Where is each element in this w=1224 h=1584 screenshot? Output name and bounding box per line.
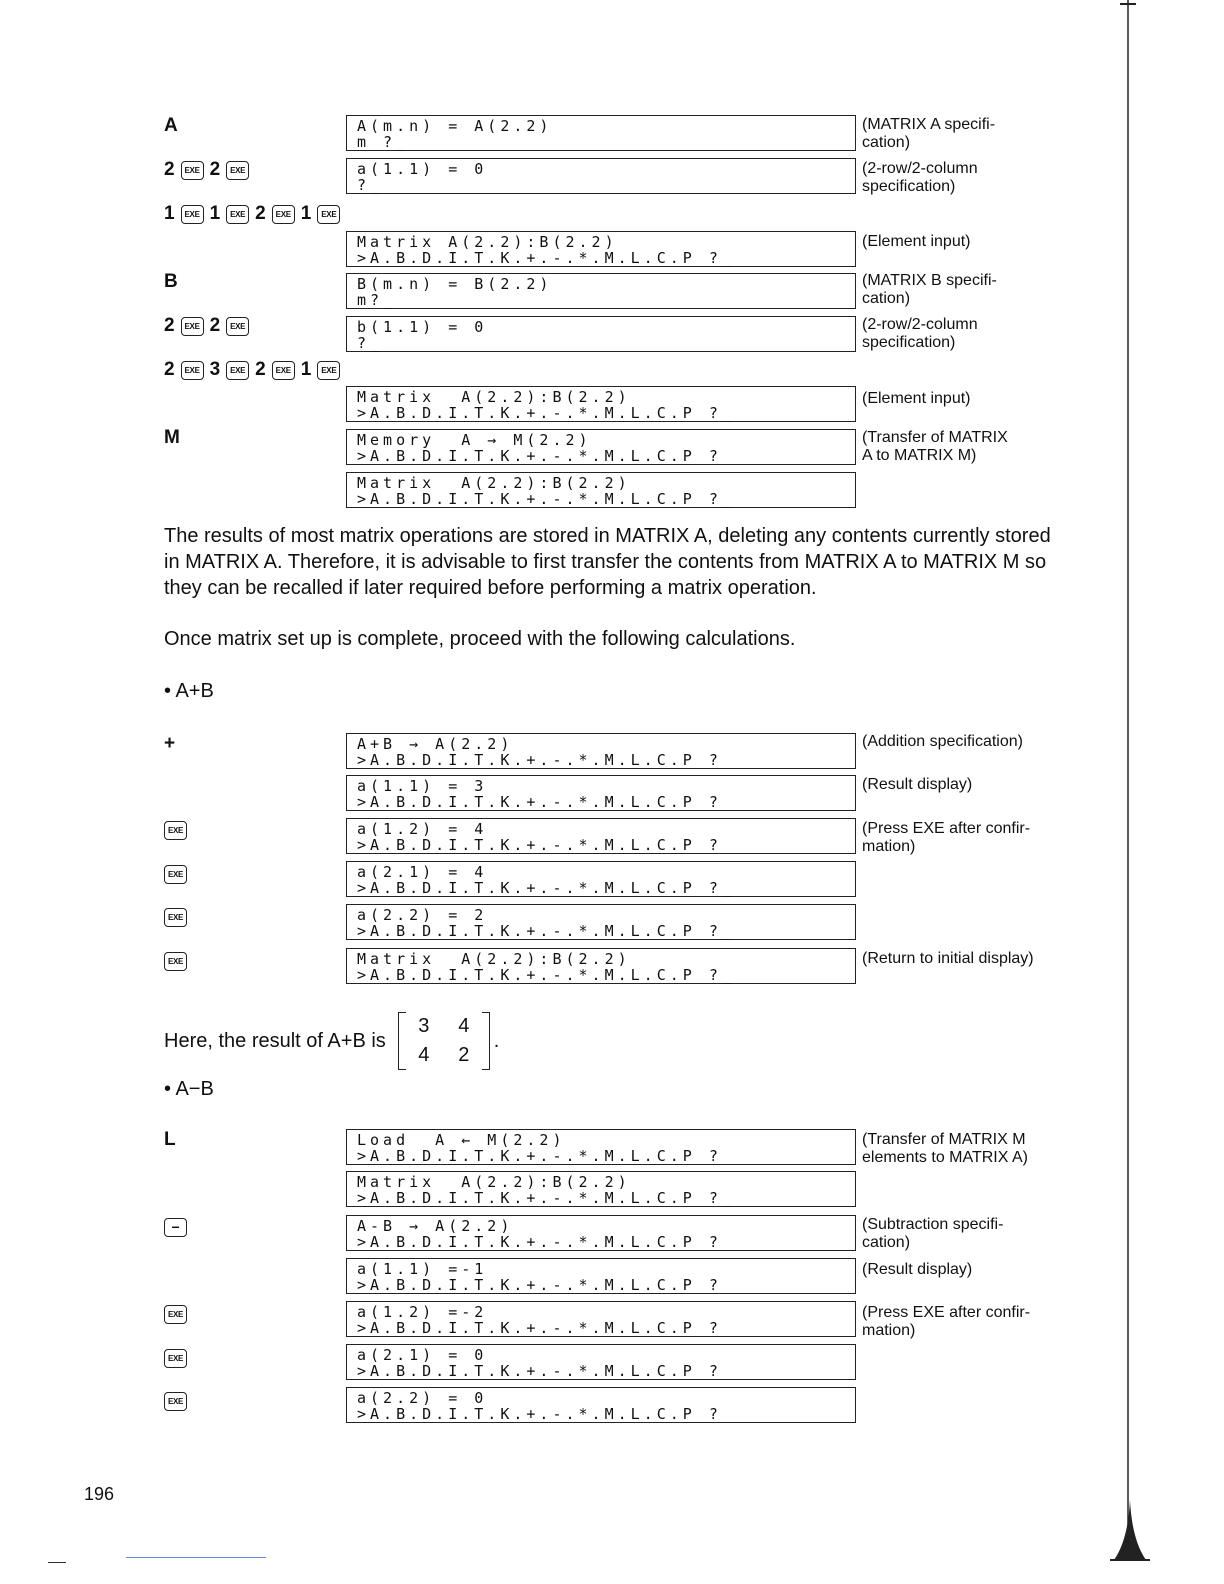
lcd-display <box>346 1387 856 1423</box>
lcd-line-1: A+B → A(2.2) <box>357 735 514 753</box>
key-sequence-2-2: 2 EXE 2 EXE <box>164 158 255 182</box>
lcd-line-1: Matrix A(2.2):B(2.2) <box>357 950 631 968</box>
lcd-line-2: >A.B.D.I.T.K.+.-.*.M.L.C.P ?_ <box>357 1189 735 1207</box>
exe-key <box>164 949 193 973</box>
exe-key <box>164 1346 193 1370</box>
lcd-line-1: a(1.2) = 4 <box>357 820 488 838</box>
exe-key-icon: EXE <box>181 361 204 380</box>
exe-key-icon: EXE <box>181 161 204 180</box>
result-matrix <box>398 1012 490 1070</box>
lcd-display <box>346 1171 856 1207</box>
lcd-line-1: Memory A → M(2.2) <box>357 431 592 449</box>
lcd-line-2: >A.B.D.I.T.K.+.-.*.M.L.C.P ?_ <box>357 922 735 940</box>
lcd-line-2: ?_ <box>357 176 384 194</box>
display-note: (2-row/2-column specification) <box>862 160 978 195</box>
key-label-a: A <box>164 115 178 136</box>
page-number: 196 <box>84 1484 115 1504</box>
lcd-line-1: A(m.n) = A(2.2) <box>357 117 553 135</box>
result-text: Here, the result of A+B is <box>164 1029 386 1052</box>
subtraction-heading: • A−B <box>164 1078 214 1100</box>
exe-key-icon: EXE <box>317 205 340 224</box>
key-sequence-1-1-2-1: 1 EXE 1 EXE 2 EXE 1 EXE <box>164 202 346 226</box>
lcd-display <box>346 386 856 422</box>
lcd-display <box>346 231 856 267</box>
lcd-display <box>346 1258 856 1294</box>
key-label-b: B <box>164 271 178 292</box>
display-note: (Element input) <box>862 233 971 250</box>
lcd-line-1: a(2.2) = 2 <box>357 906 488 924</box>
footer-rule <box>126 1557 266 1558</box>
lcd-line-1: a(2.1) = 4 <box>357 863 488 881</box>
display-note: (Press EXE after confir- mation) <box>862 820 1031 855</box>
l-key: L <box>164 1129 176 1150</box>
display-note: (Addition specification) <box>862 733 1023 750</box>
setup-complete-paragraph: Once matrix set up is complete, proceed with the following calculations. <box>164 628 796 650</box>
lcd-line-2: >A.B.D.I.T.K.+.-.*.M.L.C.P ? <box>357 1233 722 1251</box>
exe-key-icon: EXE <box>226 205 249 224</box>
explanation-paragraph: The results of most matrix operations are stored in MATRIX A, deleting any contents currently stored in MATRIX A. Therefore, it is advisable to first transfer the contents from MATRIX A to MATRIX M so they can be recalled if later required before performing a matrix operation. <box>164 525 1051 599</box>
lcd-display <box>346 775 856 811</box>
exe-key-icon: EXE <box>272 361 295 380</box>
exe-key-icon: EXE <box>164 1305 187 1324</box>
exe-key-icon: EXE <box>226 361 249 380</box>
display-note: (Subtraction specifi- cation) <box>862 1216 1004 1251</box>
display-note: (2-row/2-column specification) <box>862 316 978 351</box>
lcd-display <box>346 1215 856 1251</box>
lcd-display <box>346 115 856 151</box>
lcd-display <box>346 158 856 194</box>
matrix-cell: 3 <box>418 1015 430 1037</box>
lcd-line-1: a(1.2) =-2 <box>357 1303 488 1321</box>
key-sequence-2-3-2-1: 2 EXE 3 EXE 2 EXE 1 EXE <box>164 358 346 382</box>
lcd-display <box>346 1301 856 1337</box>
exe-key <box>164 905 193 929</box>
result-end: . <box>493 1029 500 1052</box>
exe-key <box>164 818 193 842</box>
matrix-cell: 4 <box>458 1015 470 1037</box>
lcd-line-2: >A.B.D.I.T.K.+.-.*.M.L.C.P ?_ <box>357 249 735 267</box>
lcd-line-1: Matrix A(2.2):B(2.2) <box>357 474 631 492</box>
matrix-cell: 4 <box>418 1044 430 1066</box>
minus-key <box>164 1215 193 1239</box>
plus-key: + <box>164 733 176 754</box>
lcd-line-2: >A.B.D.I.T.K.+.-.*.M.L.C.P ? <box>357 1147 722 1165</box>
exe-key-icon: EXE <box>317 361 340 380</box>
lcd-line-2: >A.B.D.I.T.K.+.-.*.M.L.C.P ? <box>357 447 722 465</box>
lcd-display <box>346 1129 856 1165</box>
exe-key-icon: EXE <box>226 317 249 336</box>
page-binding-edge <box>1110 0 1150 1584</box>
display-note: (Press EXE after confir- mation) <box>862 1304 1031 1339</box>
lcd-line-2: >A.B.D.I.T.K.+.-.*.M.L.C.P ? <box>357 1405 722 1423</box>
lcd-line-2: >A.B.D.I.T.K.+.-.*.M.L.C.P ?_ <box>357 966 735 984</box>
lcd-line-2: ?_ <box>357 334 384 352</box>
lcd-display <box>346 948 856 984</box>
lcd-line-2: >A.B.D.I.T.K.+.-.*.M.L.C.P ? <box>357 1276 722 1294</box>
lcd-line-1: B(m.n) = B(2.2) <box>357 275 553 293</box>
lcd-line-1: a(1.1) = 0 <box>357 160 488 178</box>
key-sequence-2-2-b: 2 EXE 2 EXE <box>164 314 255 338</box>
exe-key-icon: EXE <box>181 317 204 336</box>
exe-key-icon: EXE <box>226 161 249 180</box>
display-note: (MATRIX A specifi- cation) <box>862 116 996 151</box>
lcd-display <box>346 273 856 309</box>
lcd-line-1: Load A ← M(2.2) <box>357 1131 566 1149</box>
lcd-line-2: >A.B.D.I.T.K.+.-.*.M.L.C.P ? <box>357 1319 722 1337</box>
exe-key-icon: EXE <box>164 1349 187 1368</box>
exe-key-icon: EXE <box>164 908 187 927</box>
lcd-line-1: Matrix A(2.2):B(2.2) <box>357 1173 631 1191</box>
display-note: (Element input) <box>862 390 971 407</box>
lcd-line-1: Matrix A(2.2):B(2.2) <box>357 388 631 406</box>
lcd-line-2: m ?_ <box>357 133 410 151</box>
lcd-line-1: a(1.1) =-1 <box>357 1260 488 1278</box>
addition-heading: • A+B <box>164 680 214 702</box>
lcd-line-2: >A.B.D.I.T.K.+.-.*.M.L.C.P ?_ <box>357 490 735 508</box>
exe-key-icon: EXE <box>164 821 187 840</box>
exe-key-icon: EXE <box>164 865 187 884</box>
minus-key-icon: − <box>164 1218 187 1237</box>
lcd-line-2: >A.B.D.I.T.K.+.-.*.M.L.C.P ?_ <box>357 404 735 422</box>
lcd-line-1: b(1.1) = 0 <box>357 318 488 336</box>
exe-key <box>164 1389 193 1413</box>
lcd-line-1: Matrix A(2.2):B(2.2) <box>357 233 618 251</box>
lcd-line-2: >A.B.D.I.T.K.+.-.*.M.L.C.P ? <box>357 751 722 769</box>
exe-key <box>164 1302 193 1326</box>
exe-key-icon: EXE <box>272 205 295 224</box>
display-note: (MATRIX B specifi- cation) <box>862 272 997 307</box>
exe-key <box>164 862 193 886</box>
display-note: (Result display) <box>862 776 973 793</box>
lcd-display <box>346 861 856 897</box>
lcd-line-1: A-B → A(2.2) <box>357 1217 514 1235</box>
lcd-line-2: >A.B.D.I.T.K.+.-.*.M.L.C.P ? <box>357 1362 722 1380</box>
lcd-line-1: a(1.1) = 3 <box>357 777 488 795</box>
display-note: (Result display) <box>862 1261 973 1278</box>
lcd-line-2: >A.B.D.I.T.K.+.-.*.M.L.C.P ? <box>357 836 722 854</box>
lcd-line-1: a(2.2) = 0 <box>357 1389 488 1407</box>
lcd-display <box>346 316 856 352</box>
lcd-display <box>346 1344 856 1380</box>
lcd-line-2: m?_ <box>357 291 397 309</box>
lcd-display <box>346 818 856 854</box>
lcd-display <box>346 472 856 508</box>
lcd-display <box>346 429 856 465</box>
display-note: (Transfer of MATRIX A to MATRIX M) <box>862 429 1008 464</box>
lcd-display <box>346 904 856 940</box>
exe-key-icon: EXE <box>181 205 204 224</box>
matrix-cell: 2 <box>458 1044 470 1066</box>
lcd-line-1: a(2.1) = 0 <box>357 1346 488 1364</box>
display-note: (Return to initial display) <box>862 950 1034 967</box>
display-note: (Transfer of MATRIX M elements to MATRIX A) <box>862 1131 1028 1166</box>
exe-key-icon: EXE <box>164 1392 187 1411</box>
result-statement <box>164 1012 499 1070</box>
lcd-line-2: >A.B.D.I.T.K.+.-.*.M.L.C.P ? <box>357 793 722 811</box>
lcd-display <box>346 733 856 769</box>
lcd-line-2: >A.B.D.I.T.K.+.-.*.M.L.C.P ?_ <box>357 879 735 897</box>
footer-mark <box>48 1562 66 1563</box>
key-label-m: M <box>164 427 180 448</box>
exe-key-icon: EXE <box>164 952 187 971</box>
